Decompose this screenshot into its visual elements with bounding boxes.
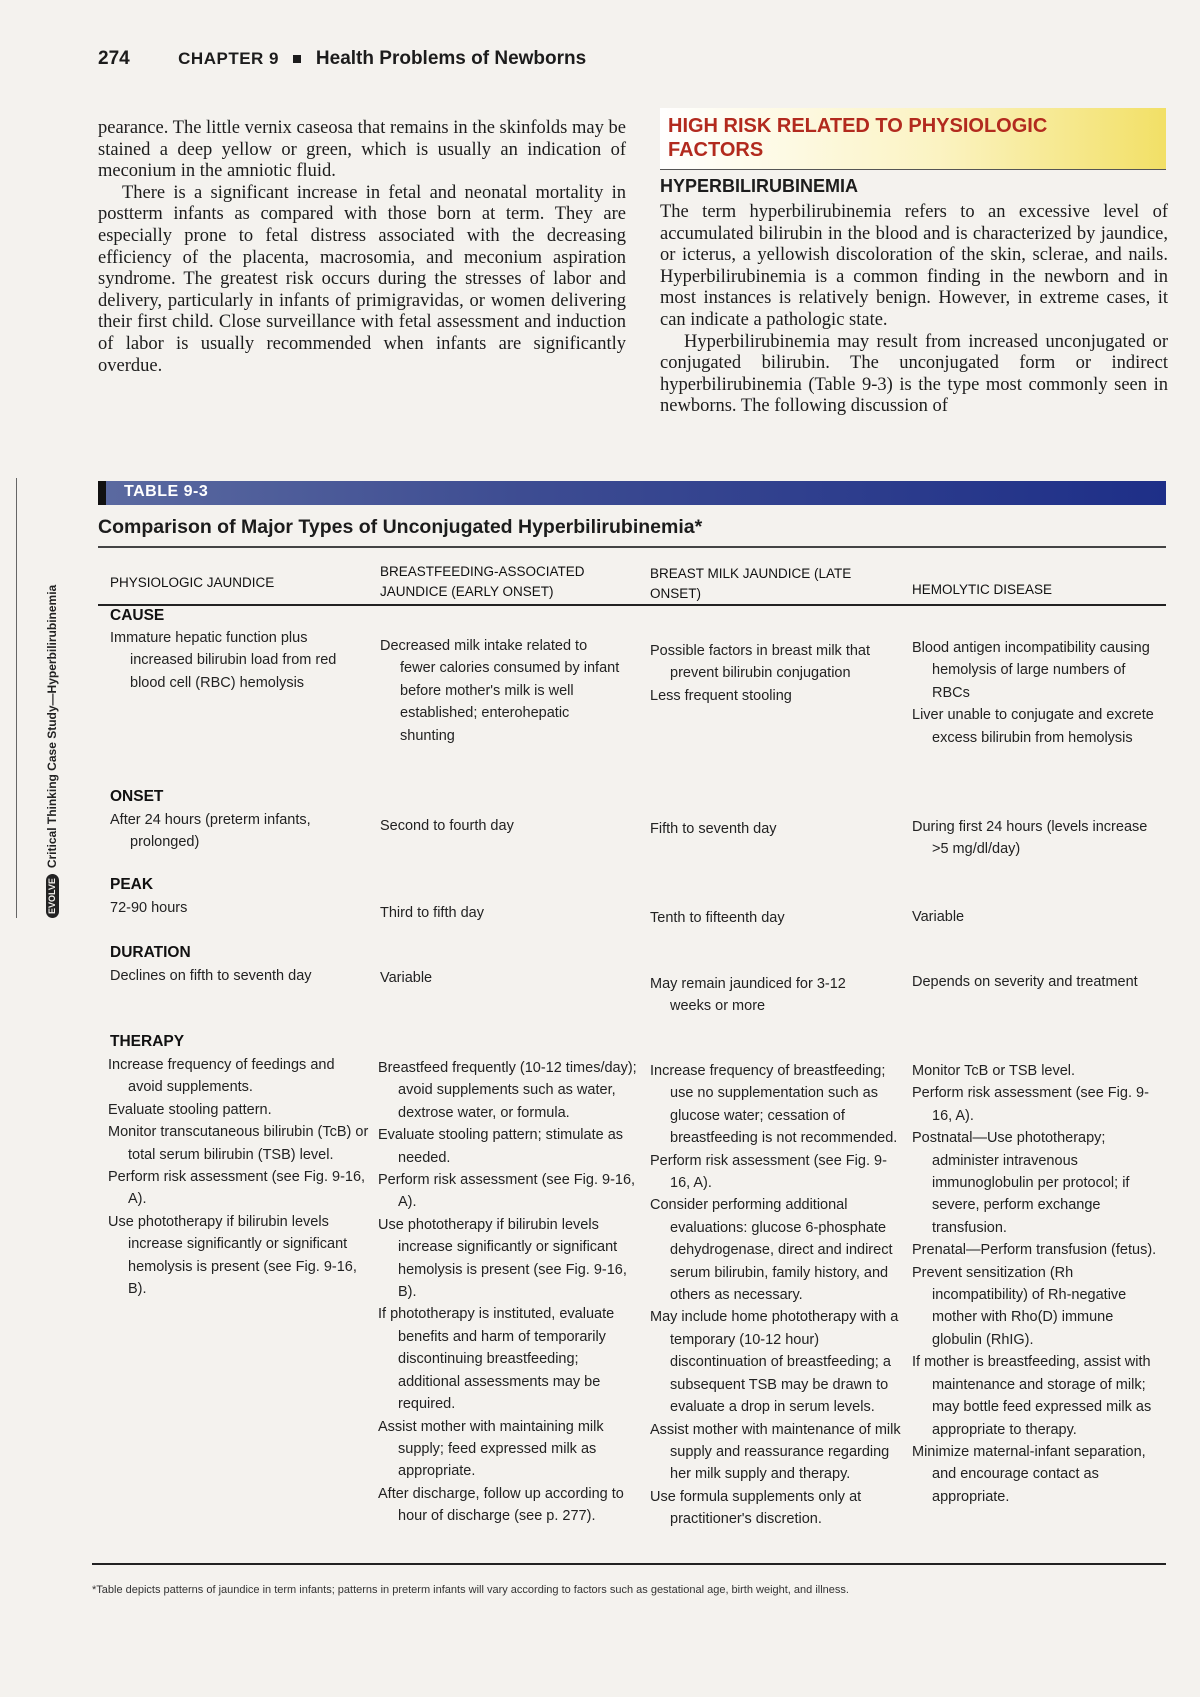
cell-item: After 24 hours (preterm infants, prolonged) (110, 812, 311, 851)
cell-item: Increase frequency of feedings and avoid supplements. (108, 1057, 335, 1096)
cell-item: Second to fourth day (380, 818, 514, 834)
table-label-bar (98, 481, 1166, 505)
left-paragraph: pearance. The little vernix caseosa that remains in the skinfolds may be stained a deep yellow or green, which is usually an indication of meconium in the amniotic fluid. (98, 118, 626, 182)
table-cell (650, 907, 890, 929)
cell-item: Postnatal—Use phototherapy; administer intravenous immunoglobulin per protocol; if severe, perform exchange transfusion. (912, 1130, 1130, 1236)
cell-item: May remain jaundiced for 3-12 weeks or more (650, 976, 846, 1015)
table-cell (110, 965, 365, 987)
cell-item: Prevent sensitization (Rh incompatibility) of Rh-negative mother with Rho(D) immune globulin (RhIG). (912, 1264, 1127, 1348)
cell-item: Perform risk assessment (see Fig. 9-16, A). (912, 1085, 1149, 1124)
table-cell (912, 816, 1157, 861)
cell-item: Tenth to fifteenth day (650, 910, 785, 926)
cell-item: Evaluate stooling pattern. (108, 1101, 272, 1118)
table-cell (110, 897, 365, 919)
cell-item: Breastfeed frequently (10-12 times/day); avoid supplements such as water, dextrose water, or formula. (378, 1060, 637, 1121)
cell-item: Consider performing additional evaluations: glucose 6-phosphate dehydrogenase, direct and indirect serum bilirubin, family history, and others as necessary. (650, 1197, 893, 1304)
section-title: HIGH RISK RELATED TO PHYSIOLOGIC FACTORS (668, 115, 1048, 161)
cell-item: Evaluate stooling pattern; stimulate as needed. (378, 1127, 624, 1166)
table-cell (650, 973, 890, 1018)
running-header (98, 48, 586, 70)
table-cell (912, 971, 1157, 993)
table-cell (380, 967, 625, 989)
table-cell (380, 902, 625, 924)
right-text-column (660, 202, 1168, 418)
cell-item: Third to fifth day (380, 905, 484, 921)
cell-item: Variable (380, 970, 433, 986)
table-cell (912, 1060, 1162, 1508)
table-cell (912, 637, 1157, 749)
row-label-duration: DURATION (110, 944, 191, 961)
table-cell (650, 1060, 905, 1531)
cell-item: Possible factors in breast milk that prevent bilirubin conjugation (650, 643, 871, 682)
table-cell (650, 818, 890, 840)
cell-item: Decreased milk intake related to fewer calories consumed by infant before mother's milk is well established; enterohepatic shunting (380, 638, 620, 744)
cell-item: 72-90 hours (110, 900, 188, 916)
table-rule-bottom (92, 1563, 1166, 1565)
left-paragraph: There is a significant increase in fetal and neonatal mortality in postterm infants as compared with those born at term. They are especially prone to fetal distress associated with the decreasing efficiency of the placenta, macrosomia, and meconium aspiration syndrome. The greatest risk occurs during the stresses of labor and delivery, particularly in infants of primigravidas, or women delivering their first child. Close surveillance with fetal assessment and induction of labor is usually recommended when infants are significantly overdue. (98, 182, 626, 376)
cell-item: Use phototherapy if bilirubin levels increase significantly or significant hemolysis is present (see Fig. 9-16, B). (378, 1216, 627, 1301)
left-text-column (98, 118, 626, 377)
cell-item: Minimize maternal-infant separation, and encourage contact as appropriate. (912, 1443, 1146, 1505)
table-rule-header (98, 604, 1166, 606)
page-number: 274 (98, 48, 130, 69)
row-label-therapy: THERAPY (110, 1033, 185, 1050)
side-tab (40, 478, 64, 918)
table-footnote: *Table depicts patterns of jaundice in term infants; patterns in preterm infants will vary according to factors such as gestational age, birth weight, and illness. (92, 1584, 849, 1596)
table-cell (378, 1057, 640, 1528)
cell-item: If mother is breastfeeding, assist with maintenance and storage of milk; may bottle feed expressed milk as appropriate to therapy. (912, 1354, 1152, 1438)
cell-item: Variable (912, 909, 965, 925)
cell-item: Declines on fifth to seventh day (110, 968, 312, 984)
chapter-label: CHAPTER 9 (178, 49, 280, 68)
cell-item: Prenatal—Perform transfusion (fetus). (912, 1242, 1157, 1259)
evolve-badge: EVOLVE (46, 874, 59, 918)
cell-item: Perform risk assessment (see Fig. 9-16, A). (378, 1172, 636, 1211)
cell-item: Assist mother with maintenance of milk supply and reassurance regarding her milk supply and therapy. (650, 1421, 901, 1483)
cell-item: After discharge, follow up according to hour of discharge (see p. 277). (378, 1485, 624, 1525)
cell-item: Monitor TcB or TSB level. (912, 1063, 1076, 1079)
cell-item: If phototherapy is instituted, evaluate benefits and harm of temporarily discontinuing breastfeeding; additional assessments may be required. (378, 1306, 615, 1413)
cell-item: Immature hepatic function plus increased bilirubin load from red blood cell (RBC) hemolysis (110, 630, 337, 691)
column-header-breastfeeding: BREASTFEEDING-ASSOCIATED JAUNDICE (EARLY ONSET) (380, 564, 585, 599)
cell-item: Assist mother with maintaining milk supply; feed expressed milk as appropriate. (378, 1418, 604, 1480)
cell-item: Less frequent stooling (650, 687, 792, 704)
section-heading-box (660, 108, 1166, 170)
table-cell (912, 906, 1157, 928)
cell-item: Perform risk assessment (see Fig. 9-16, A). (650, 1152, 887, 1192)
row-label-onset: ONSET (110, 788, 164, 805)
side-tab-text (40, 478, 64, 918)
cell-item: Blood antigen incompatibility causing hemolysis of large numbers of RBCs (912, 640, 1150, 701)
column-header-breast-milk: BREAST MILK JAUNDICE (LATE ONSET) (650, 566, 852, 601)
table-label-marker (98, 481, 106, 505)
right-paragraph: Hyperbilirubinemia may result from increased unconjugated or conjugated bilirubin. The unconjugated form or indirect hyperbilirubinemia (Table 9-3) is the type most commonly seen in newborns. The following discussion of (660, 331, 1168, 417)
table-cell (380, 815, 625, 837)
cell-item: Perform risk assessment (see Fig. 9-16, A). (108, 1169, 366, 1208)
table-cell (110, 627, 365, 694)
subsection-title: HYPERBILIRUBINEMIA (660, 176, 859, 196)
cell-item: Monitor transcutaneous bilirubin (TcB) or total serum bilirubin (TSB) level. (108, 1124, 369, 1163)
cell-item: Use formula supplements only at practitioner's discretion. (650, 1488, 862, 1528)
table-cell (650, 640, 890, 707)
cell-item: Use phototherapy if bilirubin levels increase significantly or significant hemolysis is present (see Fig. 9-16, B). (108, 1213, 357, 1298)
bullet-separator (293, 55, 301, 63)
row-label-peak: PEAK (110, 876, 154, 893)
table-cell (108, 1054, 370, 1300)
side-tab-label: Critical Thinking Case Study—Hyperbilirubinemia (45, 584, 59, 869)
cell-item: During first 24 hours (levels increase >5 mg/dl/day) (912, 819, 1148, 858)
cell-item: Liver unable to conjugate and excrete excess bilirubin from hemolysis (912, 707, 1154, 746)
chapter-title: Health Problems of Newborns (315, 48, 587, 69)
table-title: Comparison of Major Types of Unconjugated Hyperbilirubinemia* (98, 516, 703, 538)
cell-item: May include home phototherapy with a temporary (10-12 hour) discontinuation of breastfeeding; a subsequent TSB may be drawn to evaluate a drop in serum levels. (650, 1309, 899, 1416)
table-cell (110, 809, 365, 854)
row-label-cause: CAUSE (110, 607, 165, 624)
cell-item: Increase frequency of breastfeeding; use no supplementation such as glucose water; cessation of breastfeeding is not recommended. (650, 1063, 898, 1147)
cell-item: Fifth to seventh day (650, 821, 777, 837)
right-paragraph: The term hyperbilirubinemia refers to an excessive level of accumulated bilirubin in the blood and is characterized by jaundice, or icterus, a yellowish discoloration of the skin, sclerae, and nails. Hyperbilirubinemia is a common finding in the newborn and in most instances is relatively benign. However, in extreme cases, it can indicate a pathologic state. (660, 202, 1168, 330)
cell-item: Depends on severity and treatment (912, 974, 1138, 990)
table-label: TABLE 9-3 (124, 483, 209, 500)
side-rule (16, 478, 17, 918)
column-header-physiologic: PHYSIOLOGIC JAUNDICE (110, 575, 275, 590)
table-rule-top (98, 546, 1166, 548)
column-header-hemolytic: HEMOLYTIC DISEASE (912, 582, 1053, 597)
table-cell (380, 635, 625, 747)
